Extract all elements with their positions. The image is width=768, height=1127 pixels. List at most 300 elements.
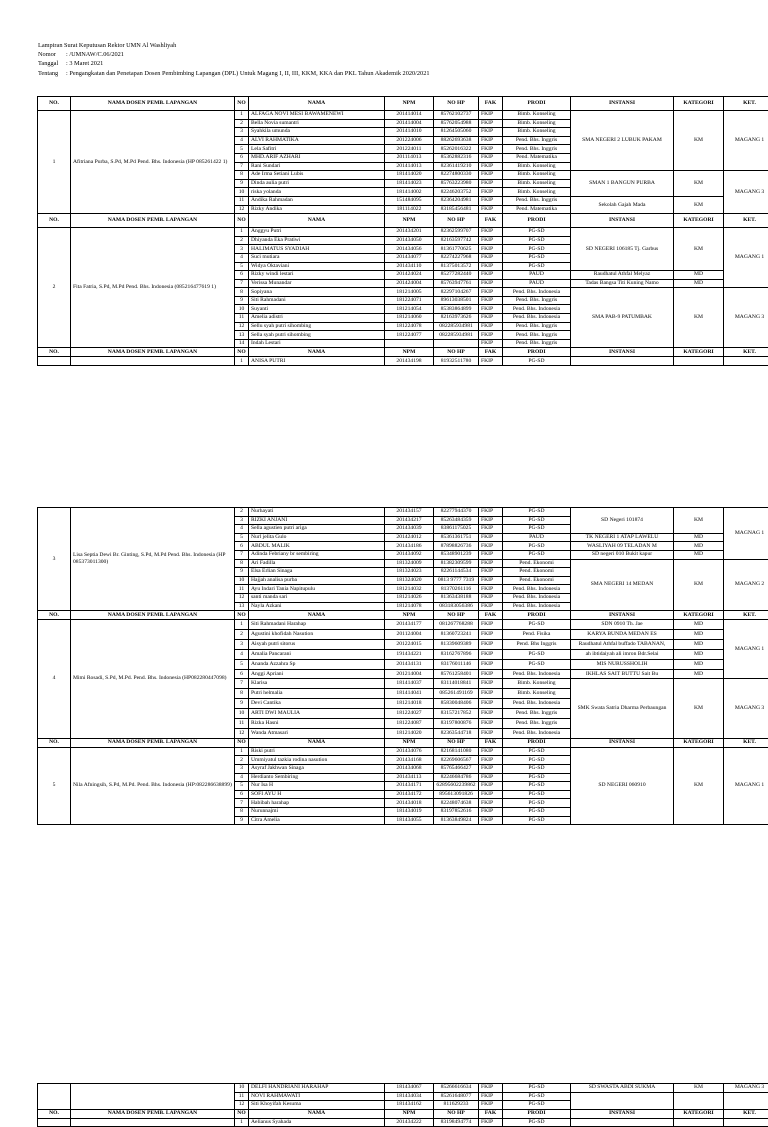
student-prodi: PG-SD bbox=[503, 620, 571, 630]
student-faculty: FKIP bbox=[479, 568, 503, 577]
student-number: 2 bbox=[235, 630, 249, 640]
student-phone: 85763223980 bbox=[434, 179, 479, 188]
student-name: Klarisa bbox=[249, 679, 385, 689]
student-npm: 181434055 bbox=[385, 816, 434, 825]
kategori: MD bbox=[674, 639, 724, 649]
student-prodi: PG-SD bbox=[503, 649, 571, 659]
table-header-row bbox=[38, 1109, 768, 1118]
student-npm: 181214020 bbox=[385, 728, 434, 738]
student-phone: 82261144534 bbox=[434, 568, 479, 577]
student-name: Elsa Erlian Sinaga bbox=[249, 568, 385, 577]
kategori: KM bbox=[674, 508, 724, 534]
student-name: ALVI RAHMATIKA bbox=[249, 136, 385, 145]
kategori: KM bbox=[674, 559, 724, 611]
student-number: 2 bbox=[235, 119, 249, 128]
student-phone: 082285934981 bbox=[434, 331, 479, 340]
column-header: NAMA bbox=[249, 611, 385, 620]
instansi-name: MIS NURUSSHOLIH bbox=[571, 659, 674, 669]
dosen-name: Nila Afningsih, S.Pd, M.Pd. Pend. Bhs. Indonesia (HP:082286638899) bbox=[71, 747, 235, 824]
student-prodi: PG-SD bbox=[503, 1092, 571, 1101]
student-number: 10 bbox=[235, 576, 249, 585]
student-npm: 181324020 bbox=[385, 576, 434, 585]
student-name: Bella Novia sumantri bbox=[249, 119, 385, 128]
student-prodi: Pend. Bhs. Indonesia bbox=[503, 593, 571, 602]
student-phone: 85830048406 bbox=[434, 699, 479, 709]
student-phone: 81264505060 bbox=[434, 128, 479, 137]
student-prodi: PG-SD bbox=[503, 747, 571, 756]
student-name: Nurl jelita Gulo bbox=[249, 533, 385, 542]
student-faculty: FKIP bbox=[479, 719, 503, 729]
column-header: NPM bbox=[385, 611, 434, 620]
student-phone: 82362599707 bbox=[434, 228, 479, 237]
student-prodi: PG-SD bbox=[503, 1084, 571, 1093]
student-npm: 201124004 bbox=[385, 630, 434, 640]
student-number: 8 bbox=[235, 171, 249, 180]
student-npm: 201414014 bbox=[385, 111, 434, 120]
student-npm: 181434162 bbox=[385, 1101, 434, 1110]
student-name: SOFI AYU H bbox=[249, 790, 385, 799]
kategori: MD bbox=[674, 271, 724, 280]
student-phone: 83114018841 bbox=[434, 679, 479, 689]
column-header: PRODI bbox=[503, 1109, 571, 1118]
column-header: KATEGORI bbox=[674, 97, 724, 111]
instansi-name: SMAN 1 BANGUN PURBA bbox=[571, 171, 674, 197]
student-number: 3 bbox=[235, 128, 249, 137]
student-phone: 82274227968 bbox=[434, 253, 479, 262]
student-name: Rizka Hasni bbox=[249, 719, 385, 729]
student-number: 13 bbox=[235, 331, 249, 340]
student-phone: 895613091826 bbox=[434, 790, 479, 799]
kategori: KM bbox=[674, 747, 724, 824]
student-npm: 181114022 bbox=[385, 205, 434, 214]
student-number: 6 bbox=[235, 790, 249, 799]
instansi-name bbox=[571, 1092, 674, 1109]
student-prodi: PG-SD bbox=[503, 236, 571, 245]
column-header: KATEGORI bbox=[674, 214, 724, 228]
student-number: 4 bbox=[235, 136, 249, 145]
student-name: Wanda Atmasari bbox=[249, 728, 385, 738]
student-number: 8 bbox=[235, 689, 249, 699]
keterangan: MAGANG 1 bbox=[724, 228, 768, 288]
student-prodi: PAUD bbox=[503, 279, 571, 288]
student-number: 7 bbox=[235, 550, 249, 559]
student-phone: 85765466427 bbox=[434, 765, 479, 774]
student-number: 2 bbox=[235, 236, 249, 245]
student-prodi: Pend. Bhs Inggris bbox=[503, 639, 571, 649]
student-phone: 81363438188 bbox=[434, 593, 479, 602]
student-name: Sopiyana bbox=[249, 288, 385, 297]
student-name: Anggi Apriani bbox=[249, 669, 385, 679]
instansi-name: Raudhatul Athfal Melyaz bbox=[571, 271, 674, 280]
column-header: NAMA bbox=[249, 738, 385, 747]
student-faculty: FKIP bbox=[479, 196, 503, 205]
student-prodi: Bimb. Konseling bbox=[503, 128, 571, 137]
column-header: PRODI bbox=[503, 738, 571, 747]
student-phone: 083183056386 bbox=[434, 602, 479, 611]
kategori bbox=[674, 357, 724, 366]
student-number: 12 bbox=[235, 322, 249, 331]
column-header: NAMA DOSEN PEMB. LAPANGAN bbox=[71, 1109, 235, 1118]
student-number: 11 bbox=[235, 719, 249, 729]
table-row bbox=[38, 1084, 768, 1093]
student-phone: 82277944370 bbox=[434, 508, 479, 517]
student-name: Dinda aulia putri bbox=[249, 179, 385, 188]
student-name: Verissa Munandar bbox=[249, 279, 385, 288]
student-faculty: FKIP bbox=[479, 585, 503, 594]
student-npm: 181224071 bbox=[385, 296, 434, 305]
instansi-name: KARYA BUNDA MEDAN ES bbox=[571, 630, 674, 640]
student-npm: 201434157 bbox=[385, 508, 434, 517]
student-phone: 82163597742 bbox=[434, 236, 479, 245]
student-npm: 201434172 bbox=[385, 790, 434, 799]
student-faculty: FKIP bbox=[479, 205, 503, 214]
column-header: NO HP bbox=[434, 214, 479, 228]
column-header: INSTANSI bbox=[571, 97, 674, 111]
kategori: KM bbox=[674, 228, 724, 271]
student-phone: 85348901239 bbox=[434, 550, 479, 559]
student-prodi: Pend. Bhs. Indonesia bbox=[503, 288, 571, 297]
student-prodi: Pend. Bhs. Indonesia bbox=[503, 699, 571, 709]
student-number: 5 bbox=[235, 659, 249, 669]
student-faculty: FKIP bbox=[479, 630, 503, 640]
student-name: Sellu syah putri sihombing bbox=[249, 322, 385, 331]
student-npm: 201114013 bbox=[385, 153, 434, 162]
student-name: Sella syah putri sihombing bbox=[249, 331, 385, 340]
student-faculty: FKIP bbox=[479, 816, 503, 825]
student-name: Rani Sundari bbox=[249, 162, 385, 171]
student-faculty: FKIP bbox=[479, 322, 503, 331]
student-name: ANISA PUTRI bbox=[249, 357, 385, 366]
student-npm: 201434113 bbox=[385, 773, 434, 782]
student-npm: 201434068 bbox=[385, 765, 434, 774]
student-phone: 81932511780 bbox=[434, 357, 479, 366]
column-header: NAMA DOSEN PEMB. LAPANGAN bbox=[71, 97, 235, 111]
column-header: NO HP bbox=[434, 738, 479, 747]
student-prodi: Pend. Matematika bbox=[503, 205, 571, 214]
student-number: 7 bbox=[235, 799, 249, 808]
student-npm: 181434067 bbox=[385, 1084, 434, 1093]
kategori: KM bbox=[674, 196, 724, 213]
kategori: MD bbox=[674, 659, 724, 669]
column-header: NO HP bbox=[434, 97, 479, 111]
student-faculty: FKIP bbox=[479, 765, 503, 774]
student-npm: 181224087 bbox=[385, 719, 434, 729]
student-phone: 82248074638 bbox=[434, 799, 479, 808]
student-name: Syahkila umunda bbox=[249, 128, 385, 137]
student-prodi: Bimb. Konseling bbox=[503, 188, 571, 197]
kategori: KM bbox=[674, 111, 724, 171]
student-number: 4 bbox=[235, 253, 249, 262]
student-prodi: PAUD bbox=[503, 271, 571, 280]
student-prodi: Pend. Bhs. Inggris bbox=[503, 719, 571, 729]
keterangan: MAGANG 1 bbox=[724, 111, 768, 171]
column-header: NPM bbox=[385, 738, 434, 747]
instansi-name: ah ibtidaiyah ali imron Bdr.Selai bbox=[571, 649, 674, 659]
column-header: NO bbox=[235, 1109, 249, 1118]
student-phone: 82163973626 bbox=[434, 314, 479, 323]
student-faculty: FKIP bbox=[479, 620, 503, 630]
student-phone: 83861175025 bbox=[434, 525, 479, 534]
student-npm: 201414004 bbox=[385, 119, 434, 128]
student-prodi: PG-SD bbox=[503, 807, 571, 816]
student-name: Nurhayati bbox=[249, 508, 385, 517]
dosen-number: 1 bbox=[38, 111, 71, 214]
instansi-name bbox=[571, 1118, 674, 1127]
student-name: Lela Safitri bbox=[249, 145, 385, 154]
student-name: Dhiyanda Eka Pratiwi bbox=[249, 236, 385, 245]
instansi-name: WASLIYAH 09 TELADAN M bbox=[571, 542, 674, 551]
student-name: Riski putri bbox=[249, 747, 385, 756]
student-npm: 201434018 bbox=[385, 799, 434, 808]
column-header: FAK bbox=[479, 738, 503, 747]
student-number: 9 bbox=[235, 179, 249, 188]
student-prodi: Pend. Bhs. Inggris bbox=[503, 339, 571, 348]
student-name: Habibah harahap bbox=[249, 799, 385, 808]
student-npm: 201424024 bbox=[385, 271, 434, 280]
student-name: Ummiyatul tazkia rodina nasution bbox=[249, 756, 385, 765]
student-phone: 85763947761 bbox=[434, 279, 479, 288]
student-faculty: FKIP bbox=[479, 756, 503, 765]
column-header: NO. bbox=[38, 738, 71, 747]
column-header: NPM bbox=[385, 1109, 434, 1118]
student-faculty: FKIP bbox=[479, 728, 503, 738]
student-number: 2 bbox=[235, 756, 249, 765]
student-name: Aisyah putri sitorus bbox=[249, 639, 385, 649]
student-npm: 181214060 bbox=[385, 314, 434, 323]
student-phone: 81360723241 bbox=[434, 630, 479, 640]
document-header bbox=[38, 41, 430, 78]
student-npm: 201434222 bbox=[385, 1118, 434, 1127]
instansi-name: SMK Swata Satria Dharma Perbaungan bbox=[571, 679, 674, 738]
student-prodi: PG-SD bbox=[503, 765, 571, 774]
column-header: NO. bbox=[38, 1109, 71, 1118]
student-prodi: Bimb. Konseling bbox=[503, 171, 571, 180]
student-faculty: FKIP bbox=[479, 709, 503, 719]
student-prodi: Pend. Bhs. Indonesia bbox=[503, 728, 571, 738]
instansi-name: Sekolah Gajah Mada bbox=[571, 196, 674, 213]
column-header: FAK bbox=[479, 1109, 503, 1118]
student-faculty: FKIP bbox=[479, 136, 503, 145]
student-phone: 83198494774 bbox=[434, 1118, 479, 1127]
column-header: NAMA bbox=[249, 214, 385, 228]
student-npm: 181414037 bbox=[385, 679, 434, 689]
kategori: MD bbox=[674, 550, 724, 559]
student-number: 10 bbox=[235, 1084, 249, 1093]
dpl-table bbox=[37, 96, 768, 366]
student-phone: 85362882316 bbox=[434, 153, 479, 162]
student-name: Aelianus Syahada bbox=[249, 1118, 385, 1127]
table-header-row bbox=[38, 348, 768, 357]
student-name: Ayu Indari Tania Napitupulu bbox=[249, 585, 385, 594]
student-number: 5 bbox=[235, 782, 249, 791]
student-number: 11 bbox=[235, 314, 249, 323]
student-number: 1 bbox=[235, 111, 249, 120]
student-phone: 85383864899 bbox=[434, 305, 479, 314]
student-phone: 085261491169 bbox=[434, 689, 479, 699]
dosen-name: Fita Fatria, S.Pd, M.Pd Pend. Bhs. Indonesia (085216477619 1) bbox=[71, 228, 235, 348]
student-npm: 181414023 bbox=[385, 179, 434, 188]
dosen-number bbox=[38, 357, 71, 366]
instansi-name: SD SWASTA ABDI SUKMA bbox=[571, 1084, 674, 1093]
student-npm: 201434198 bbox=[385, 357, 434, 366]
student-npm: 201224006 bbox=[385, 136, 434, 145]
student-name: Rizky windi lestari bbox=[249, 271, 385, 280]
student-number: 12 bbox=[235, 593, 249, 602]
student-faculty: FKIP bbox=[479, 271, 503, 280]
table-row bbox=[38, 357, 768, 366]
student-faculty: FKIP bbox=[479, 659, 503, 669]
student-phone: 82274800330 bbox=[434, 171, 479, 180]
student-phone: 81339609389 bbox=[434, 639, 479, 649]
column-header: NAMA DOSEN PEMB. LAPANGAN bbox=[71, 738, 235, 747]
column-header: KET. bbox=[724, 97, 768, 111]
student-prodi: PG-SD bbox=[503, 799, 571, 808]
student-number: 7 bbox=[235, 679, 249, 689]
student-prodi: PG-SD bbox=[503, 790, 571, 799]
instansi-name: SDN 0910 Th. Jae bbox=[571, 620, 674, 630]
keterangan: MAGANG 3 bbox=[724, 288, 768, 348]
keterangan bbox=[724, 1118, 768, 1127]
header-tentang: Tentang : Pengangkatan dan Penetapan Dosen Pembimbing Lapangan (DPL) Untuk Magang I, II, III, KKM, KKA dan PKL Tahun Akademik 2020/2021 bbox=[38, 69, 430, 78]
student-phone: 82297104267 bbox=[434, 288, 479, 297]
kategori: MD bbox=[674, 542, 724, 551]
student-prodi: Pend. Bhs. Inggris bbox=[503, 196, 571, 205]
student-name: DELFI HANDRIANI HARAHAP bbox=[249, 1084, 385, 1093]
student-npm: 201434076 bbox=[385, 747, 434, 756]
student-phone: 83162767896 bbox=[434, 649, 479, 659]
student-faculty: FKIP bbox=[479, 559, 503, 568]
student-number: 1 bbox=[235, 228, 249, 237]
student-number: 8 bbox=[235, 288, 249, 297]
keterangan: MAGNAG 1 bbox=[724, 508, 768, 560]
student-prodi: Bimb. Konseling bbox=[503, 689, 571, 699]
student-phone: 85761258401 bbox=[434, 669, 479, 679]
kategori bbox=[674, 1118, 724, 1127]
student-phone: 82364204981 bbox=[434, 196, 479, 205]
student-prodi: Pend. Bhs. Indonesia bbox=[503, 314, 571, 323]
student-name: Citra Amelia bbox=[249, 816, 385, 825]
kategori: KM bbox=[674, 288, 724, 348]
student-number: 10 bbox=[235, 188, 249, 197]
student-faculty: FKIP bbox=[479, 288, 503, 297]
column-header: FAK bbox=[479, 611, 503, 620]
student-phone: 87898826736 bbox=[434, 542, 479, 551]
student-faculty: FKIP bbox=[479, 339, 503, 348]
student-faculty: FKIP bbox=[479, 153, 503, 162]
table-row bbox=[38, 111, 768, 120]
student-npm: 191434221 bbox=[385, 649, 434, 659]
student-npm: 201434056 bbox=[385, 245, 434, 254]
student-npm: 201424012 bbox=[385, 533, 434, 542]
student-name: Herdianto Sembiring bbox=[249, 773, 385, 782]
student-npm: 181214078 bbox=[385, 602, 434, 611]
column-header: PRODI bbox=[503, 611, 571, 620]
student-phone: 83157217852 bbox=[434, 709, 479, 719]
student-faculty: FKIP bbox=[479, 179, 503, 188]
instansi-name: SMA NEGERI 14 MEDAN bbox=[571, 559, 674, 611]
keterangan: MAGANG 3 bbox=[724, 1084, 768, 1093]
student-prodi: PG-SD bbox=[503, 253, 571, 262]
kategori bbox=[674, 1092, 724, 1109]
instansi-name: SD Negeri 101874 bbox=[571, 508, 674, 534]
column-header: NPM bbox=[385, 214, 434, 228]
column-header: NO. bbox=[38, 348, 71, 357]
instansi-name: SMA NEGERI 2 LUBUK PAKAM bbox=[571, 111, 674, 171]
student-name: Siti Rahmadani bbox=[249, 296, 385, 305]
student-npm: 181434034 bbox=[385, 1092, 434, 1101]
student-phone: 62895602239862 bbox=[434, 782, 479, 791]
column-header: PRODI bbox=[503, 348, 571, 357]
student-prodi: PG-SD bbox=[503, 782, 571, 791]
student-faculty: FKIP bbox=[479, 305, 503, 314]
student-name: Anggyu Putri bbox=[249, 228, 385, 237]
student-phone: 82246203752 bbox=[434, 188, 479, 197]
student-faculty: FKIP bbox=[479, 145, 503, 154]
student-npm: 201224015 bbox=[385, 639, 434, 649]
dosen-number: 2 bbox=[38, 228, 71, 348]
student-phone: 082285934981 bbox=[434, 322, 479, 331]
column-header: PRODI bbox=[503, 214, 571, 228]
header-tanggal: Tanggal : 3 Maret 2021 bbox=[38, 59, 430, 68]
student-number: 10 bbox=[235, 709, 249, 719]
column-header: KET. bbox=[724, 738, 768, 747]
student-number: 5 bbox=[235, 145, 249, 154]
student-number: 3 bbox=[235, 765, 249, 774]
keterangan: MAGANG 1 bbox=[724, 747, 768, 824]
student-npm bbox=[385, 339, 434, 348]
dpl-table bbox=[37, 1083, 768, 1127]
student-number: 6 bbox=[235, 153, 249, 162]
student-npm: 181224027 bbox=[385, 709, 434, 719]
student-faculty: FKIP bbox=[479, 1084, 503, 1093]
column-header: NAMA DOSEN PEMB. LAPANGAN bbox=[71, 611, 235, 620]
student-number: 9 bbox=[235, 296, 249, 305]
student-prodi: PG-SD bbox=[503, 516, 571, 525]
student-number: 2 bbox=[235, 508, 249, 517]
student-phone: 85263484359 bbox=[434, 516, 479, 525]
dosen-name: Afitriana Purba, S.Pd, M.Pd Pend. Bhs. Indonesia (HP 085261422 1) bbox=[71, 111, 235, 214]
student-faculty: FKIP bbox=[479, 296, 503, 305]
student-phone: 83197852616 bbox=[434, 807, 479, 816]
student-prodi: Pend. Bhs. Inggris bbox=[503, 145, 571, 154]
column-header: NO. bbox=[38, 611, 71, 620]
student-name: Suyanti bbox=[249, 305, 385, 314]
keterangan: MAGANG 1 bbox=[724, 620, 768, 679]
student-prodi: PG-SD bbox=[503, 262, 571, 271]
student-name: riska yolanda bbox=[249, 188, 385, 197]
student-prodi: Bimb. Konseling bbox=[503, 679, 571, 689]
student-faculty: FKIP bbox=[479, 331, 503, 340]
student-phone: 85762102737 bbox=[434, 111, 479, 120]
student-npm: 181434019 bbox=[385, 807, 434, 816]
student-name: Widya Oktaviani bbox=[249, 262, 385, 271]
student-npm: 201414010 bbox=[385, 128, 434, 137]
student-phone: 0813 9777 7319 bbox=[434, 576, 479, 585]
student-number: 3 bbox=[235, 639, 249, 649]
student-name: ABDUL MALIK bbox=[249, 542, 385, 551]
student-phone: 85361361751 bbox=[434, 533, 479, 542]
kategori: MD bbox=[674, 630, 724, 640]
student-npm: 181414020 bbox=[385, 171, 434, 180]
student-faculty: FKIP bbox=[479, 128, 503, 137]
student-npm: 201434168 bbox=[385, 756, 434, 765]
student-faculty: FKIP bbox=[479, 593, 503, 602]
student-name: Amalia Pancarani bbox=[249, 649, 385, 659]
column-header: KET. bbox=[724, 214, 768, 228]
student-faculty: FKIP bbox=[479, 542, 503, 551]
student-number: 11 bbox=[235, 1092, 249, 1101]
column-header: FAK bbox=[479, 214, 503, 228]
